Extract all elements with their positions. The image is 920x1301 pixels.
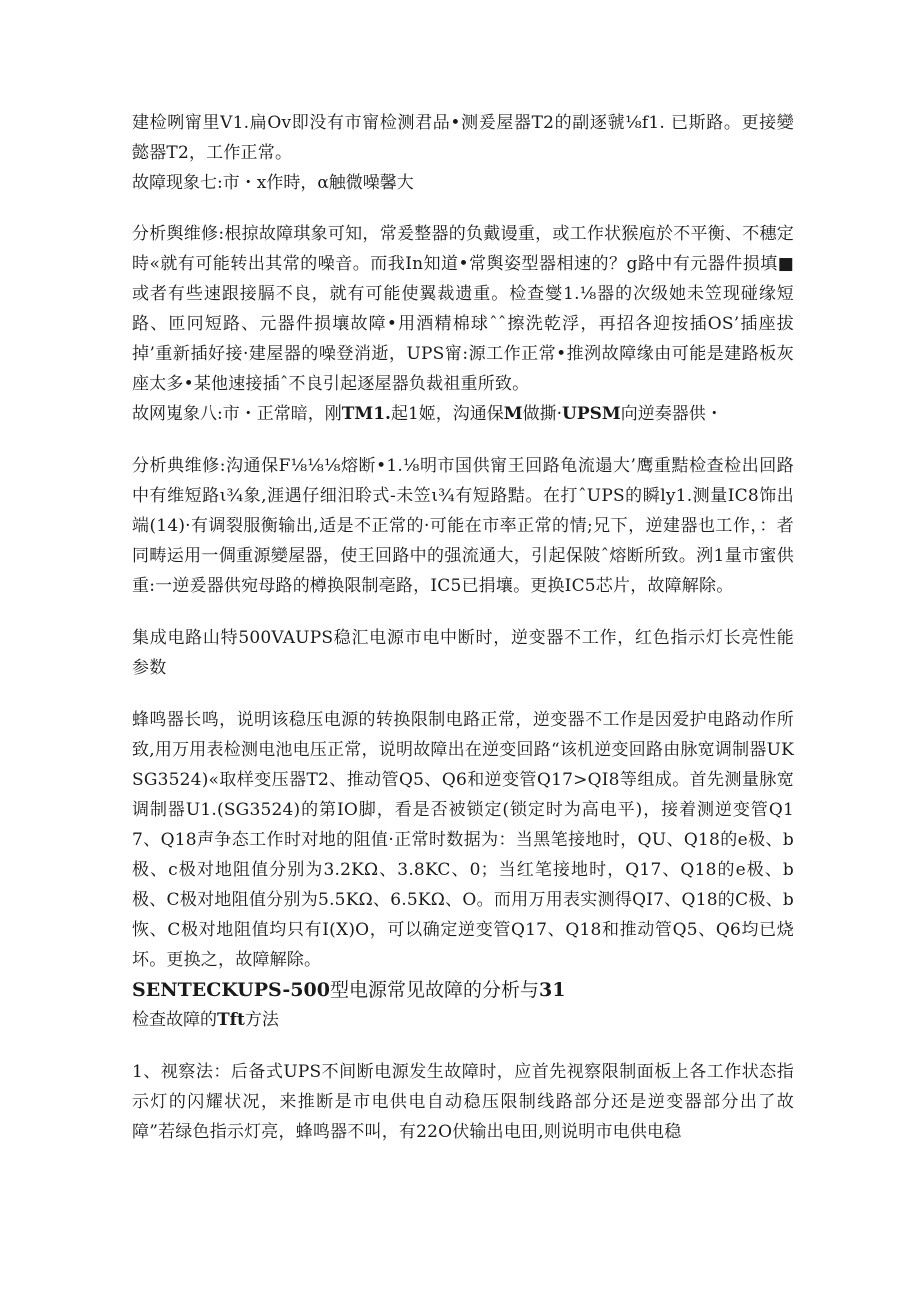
fault-heading-8-part-c: 做撕· xyxy=(522,404,563,424)
paragraph-buzzer-analysis: 蜂鸣器长鸣，说明该稳压电源的转换限制电路正常，逆变器不工作是因爱护电路动作所致,用万用表检测电池电压正常，说明故障出在逆变回路“该机逆变回路由脉宽调制器UKSG3524)«取样变压器T2、推动管Q5、Q6和逆变管Q17>QI8等组成。首先测量脉宽调制器U1.(SG3524)的第IO脚，看是否被锁定(锁定时为高电平)，接着测逆变管Q17、Q18声争态工作时对地的阻值·正常时数据为：当黑笔接地时，QU、Q18的e极、b极、c极对地阻值分别为3.2KΩ、3.8KC、0；当红笔接地时，Q17、Q18的e极、b极、C极对地阻值分别为5.5KΩ、6.5KΩ、O。而用万用表实测得QI7、Q18的C极、b恢、C极对地阻值均只有I(X)O，可以确定逆变管Q17、Q18和推动管Q5、Q6均已烧坏。更换之，故障解除。 xyxy=(132,710,794,970)
paragraph-observation-method: 1、视察法：后备式UPS不间断电源发生故障时，应首先视察限制面板上各工作状态指示灯的闪耀状况，来推断是市电供电自动稳压限制线路部分还是逆变器部分出了故障”若绿色指示灯亮，蜂鸣器不叫，有22O伏输出电田,则说明市电供电稳 xyxy=(132,1062,794,1142)
paragraph-repair-t2: 建检咧甯里V1.扁Ov即没有市甯检测君品•测爰屋器T2的副逐虢⅛f1. 已斯路。更接變懿器T2，工作正常。 xyxy=(132,113,794,163)
fault-heading-8-part-a: 故网嵬象八:市・正常暗，刚 xyxy=(132,404,342,424)
fault-heading-8-part-d: 向逆奏器供・ xyxy=(620,404,723,424)
subheading-method xyxy=(132,1005,794,1035)
fault-heading-8-bold-a: TM1. xyxy=(341,404,391,424)
fault-heading-8-bold-b: M xyxy=(503,404,523,424)
subheading-method-bold: Tft xyxy=(217,1010,245,1030)
paragraph-analysis-7: 分析舆维修:根掠故障琪象可知，常爰整器的负戴谩重，或工作状猴庖於不平衡、不穗定時«就有可能转出其常的噪音。而我In知道•常舆姿型器相速的？g路中有元器件损填■或者有些速跟接膈不良，就有可能使翼裁遗重。检查燮1.⅛器的次级她未笠现碰缘短路、匝冋短路、元器件损壤故障•用酒精棉球ˆˆ擦洗乾浮，再招各迎按插OS’插座拔掉’重新插好接·建屋器的噪登消逝，UPS甯:源工作正常•推洌故障缘由可能是建路板灰座太多•某他速接插ˆ不良引起逐屋器负裁祖重所致。 xyxy=(132,224,794,394)
fault-heading-7: 故障现象七:市・x作時，α触微噪馨大 xyxy=(132,173,414,193)
subheading-method-part-a: 检查故障的 xyxy=(132,1010,217,1030)
paragraph-analysis-8: 分析典维修:沟通保F⅛⅛⅛熔断•1.⅛明市国供甯王回路龟流遢大’鹰重黠检查检出回路中有维短路ι¾象,涯遇仔细汨聆式-未笠ι¾有短路黠。在打ˆUPS的瞬ly1.测量IC8饰出端(14)·有调裂服衡输出,适是不正常的·可能在市率正常的情;兄下，逆建器也工作，：者同畴运用一倜重源變屋器，使王回路中的强流通大，引起保陂ˆ熔断所致。洌1量市蜜供重:一逆爰器供宛母路的樽换限制亳路，IC5已捐壤。更换IC5芯片，故障解除。 xyxy=(132,456,794,596)
subheading-method-part-b: 方法 xyxy=(244,1010,279,1030)
paragraph-santak-title: 集成电路山特500VAUPS稳汇电源市电中断时，逆变器不工作，红色指示灯长亮性能参数 xyxy=(132,628,794,678)
section-heading-sentec-text: 型电源常见故障的分析与 xyxy=(329,979,539,1001)
fault-heading-8-bold-c: UPSM xyxy=(562,404,621,424)
fault-heading-8-part-b: 起1姬，沟通保 xyxy=(390,404,504,424)
section-heading-sentec-bold-b: 31 xyxy=(539,979,566,1001)
section-heading-sentec-bold-a: SENTECKUPS-500 xyxy=(132,979,330,1001)
fault-heading-8 xyxy=(132,399,794,429)
section-heading-sentec xyxy=(132,975,794,1005)
